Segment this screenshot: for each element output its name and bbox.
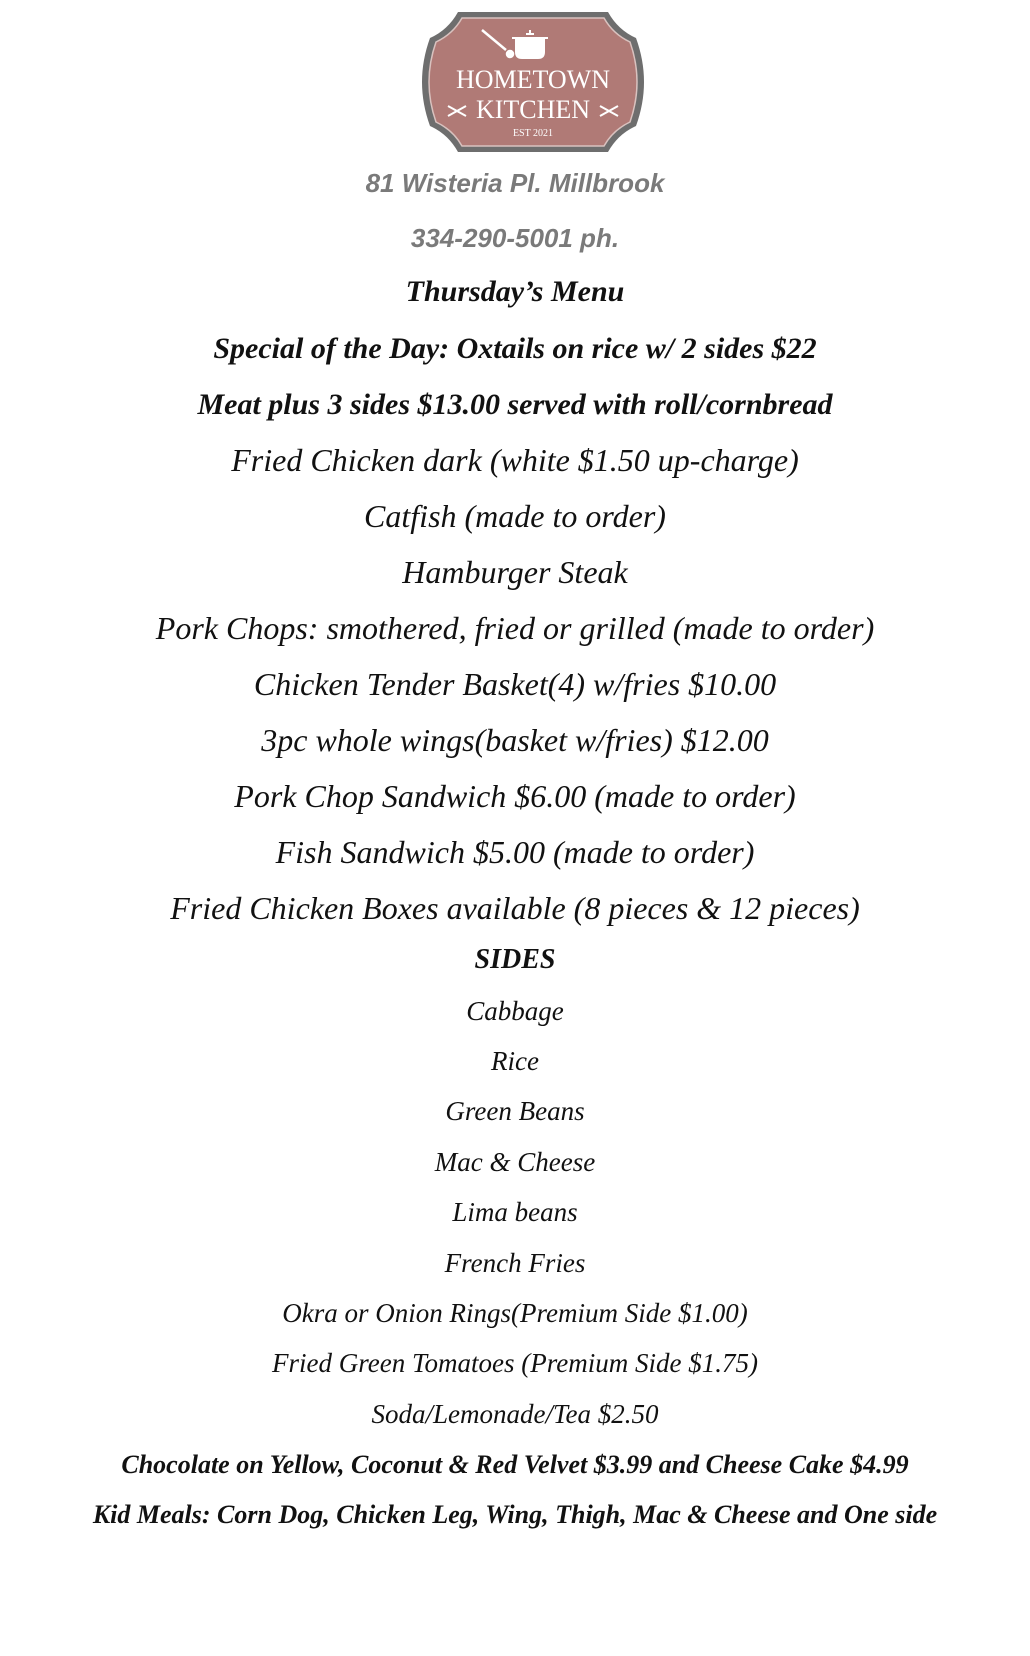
side-item: Lima beans bbox=[452, 1197, 578, 1227]
side-item: Fried Green Tomatoes (Premium Side $1.75) bbox=[272, 1348, 758, 1378]
menu-item: Hamburger Steak bbox=[402, 554, 628, 590]
logo-badge-icon bbox=[418, 8, 648, 156]
menu-item: Pork Chop Sandwich $6.00 (made to order) bbox=[234, 778, 796, 814]
side-item: Green Beans bbox=[445, 1096, 585, 1126]
meat-plus-sides: Meat plus 3 sides $13.00 served with roll/cornbread bbox=[197, 388, 833, 421]
menu-item: 3pc whole wings(basket w/fries) $12.00 bbox=[261, 722, 769, 758]
menu-item: Chicken Tender Basket(4) w/fries $10.00 bbox=[253, 666, 777, 702]
menu-item: Pork Chops: smothered, fried or grilled (made to order) bbox=[155, 610, 875, 646]
menu-item: Fried Chicken Boxes available (8 pieces & 12 pieces) bbox=[170, 890, 860, 926]
side-item: Okra or Onion Rings(Premium Side $1.00) bbox=[282, 1298, 748, 1328]
menu-item: Fish Sandwich $5.00 (made to order) bbox=[275, 834, 755, 870]
menu-item: Catfish (made to order) bbox=[364, 498, 666, 534]
side-item: Mac & Cheese bbox=[434, 1147, 596, 1177]
sides-heading: SIDES bbox=[474, 944, 556, 975]
logo-line2: KITCHEN bbox=[475, 95, 591, 124]
phone: 334-290-5001 ph. bbox=[410, 223, 620, 253]
menu-title: Thursday’s Menu bbox=[405, 275, 625, 308]
side-item: Cabbage bbox=[466, 996, 564, 1026]
side-item: Rice bbox=[491, 1046, 539, 1076]
side-item: French Fries bbox=[444, 1248, 586, 1278]
kid-meals-line: Kid Meals: Corn Dog, Chicken Leg, Wing, Thigh, Mac & Cheese and One side bbox=[92, 1500, 938, 1529]
logo-line1: HOMETOWN bbox=[455, 65, 611, 94]
logo-est: EST 2021 bbox=[512, 128, 554, 139]
menu-item: Fried Chicken dark (white $1.50 up-charge) bbox=[231, 442, 799, 478]
side-item: Soda/Lemonade/Tea $2.50 bbox=[371, 1399, 659, 1429]
address: 81 Wisteria Pl. Millbrook bbox=[365, 168, 665, 198]
special-of-the-day: Special of the Day: Oxtails on rice w/ 2 sides $22 bbox=[213, 332, 817, 365]
desserts-line: Chocolate on Yellow, Coconut & Red Velvet $3.99 and Cheese Cake $4.99 bbox=[121, 1450, 909, 1479]
hometown-kitchen-logo bbox=[418, 8, 648, 156]
